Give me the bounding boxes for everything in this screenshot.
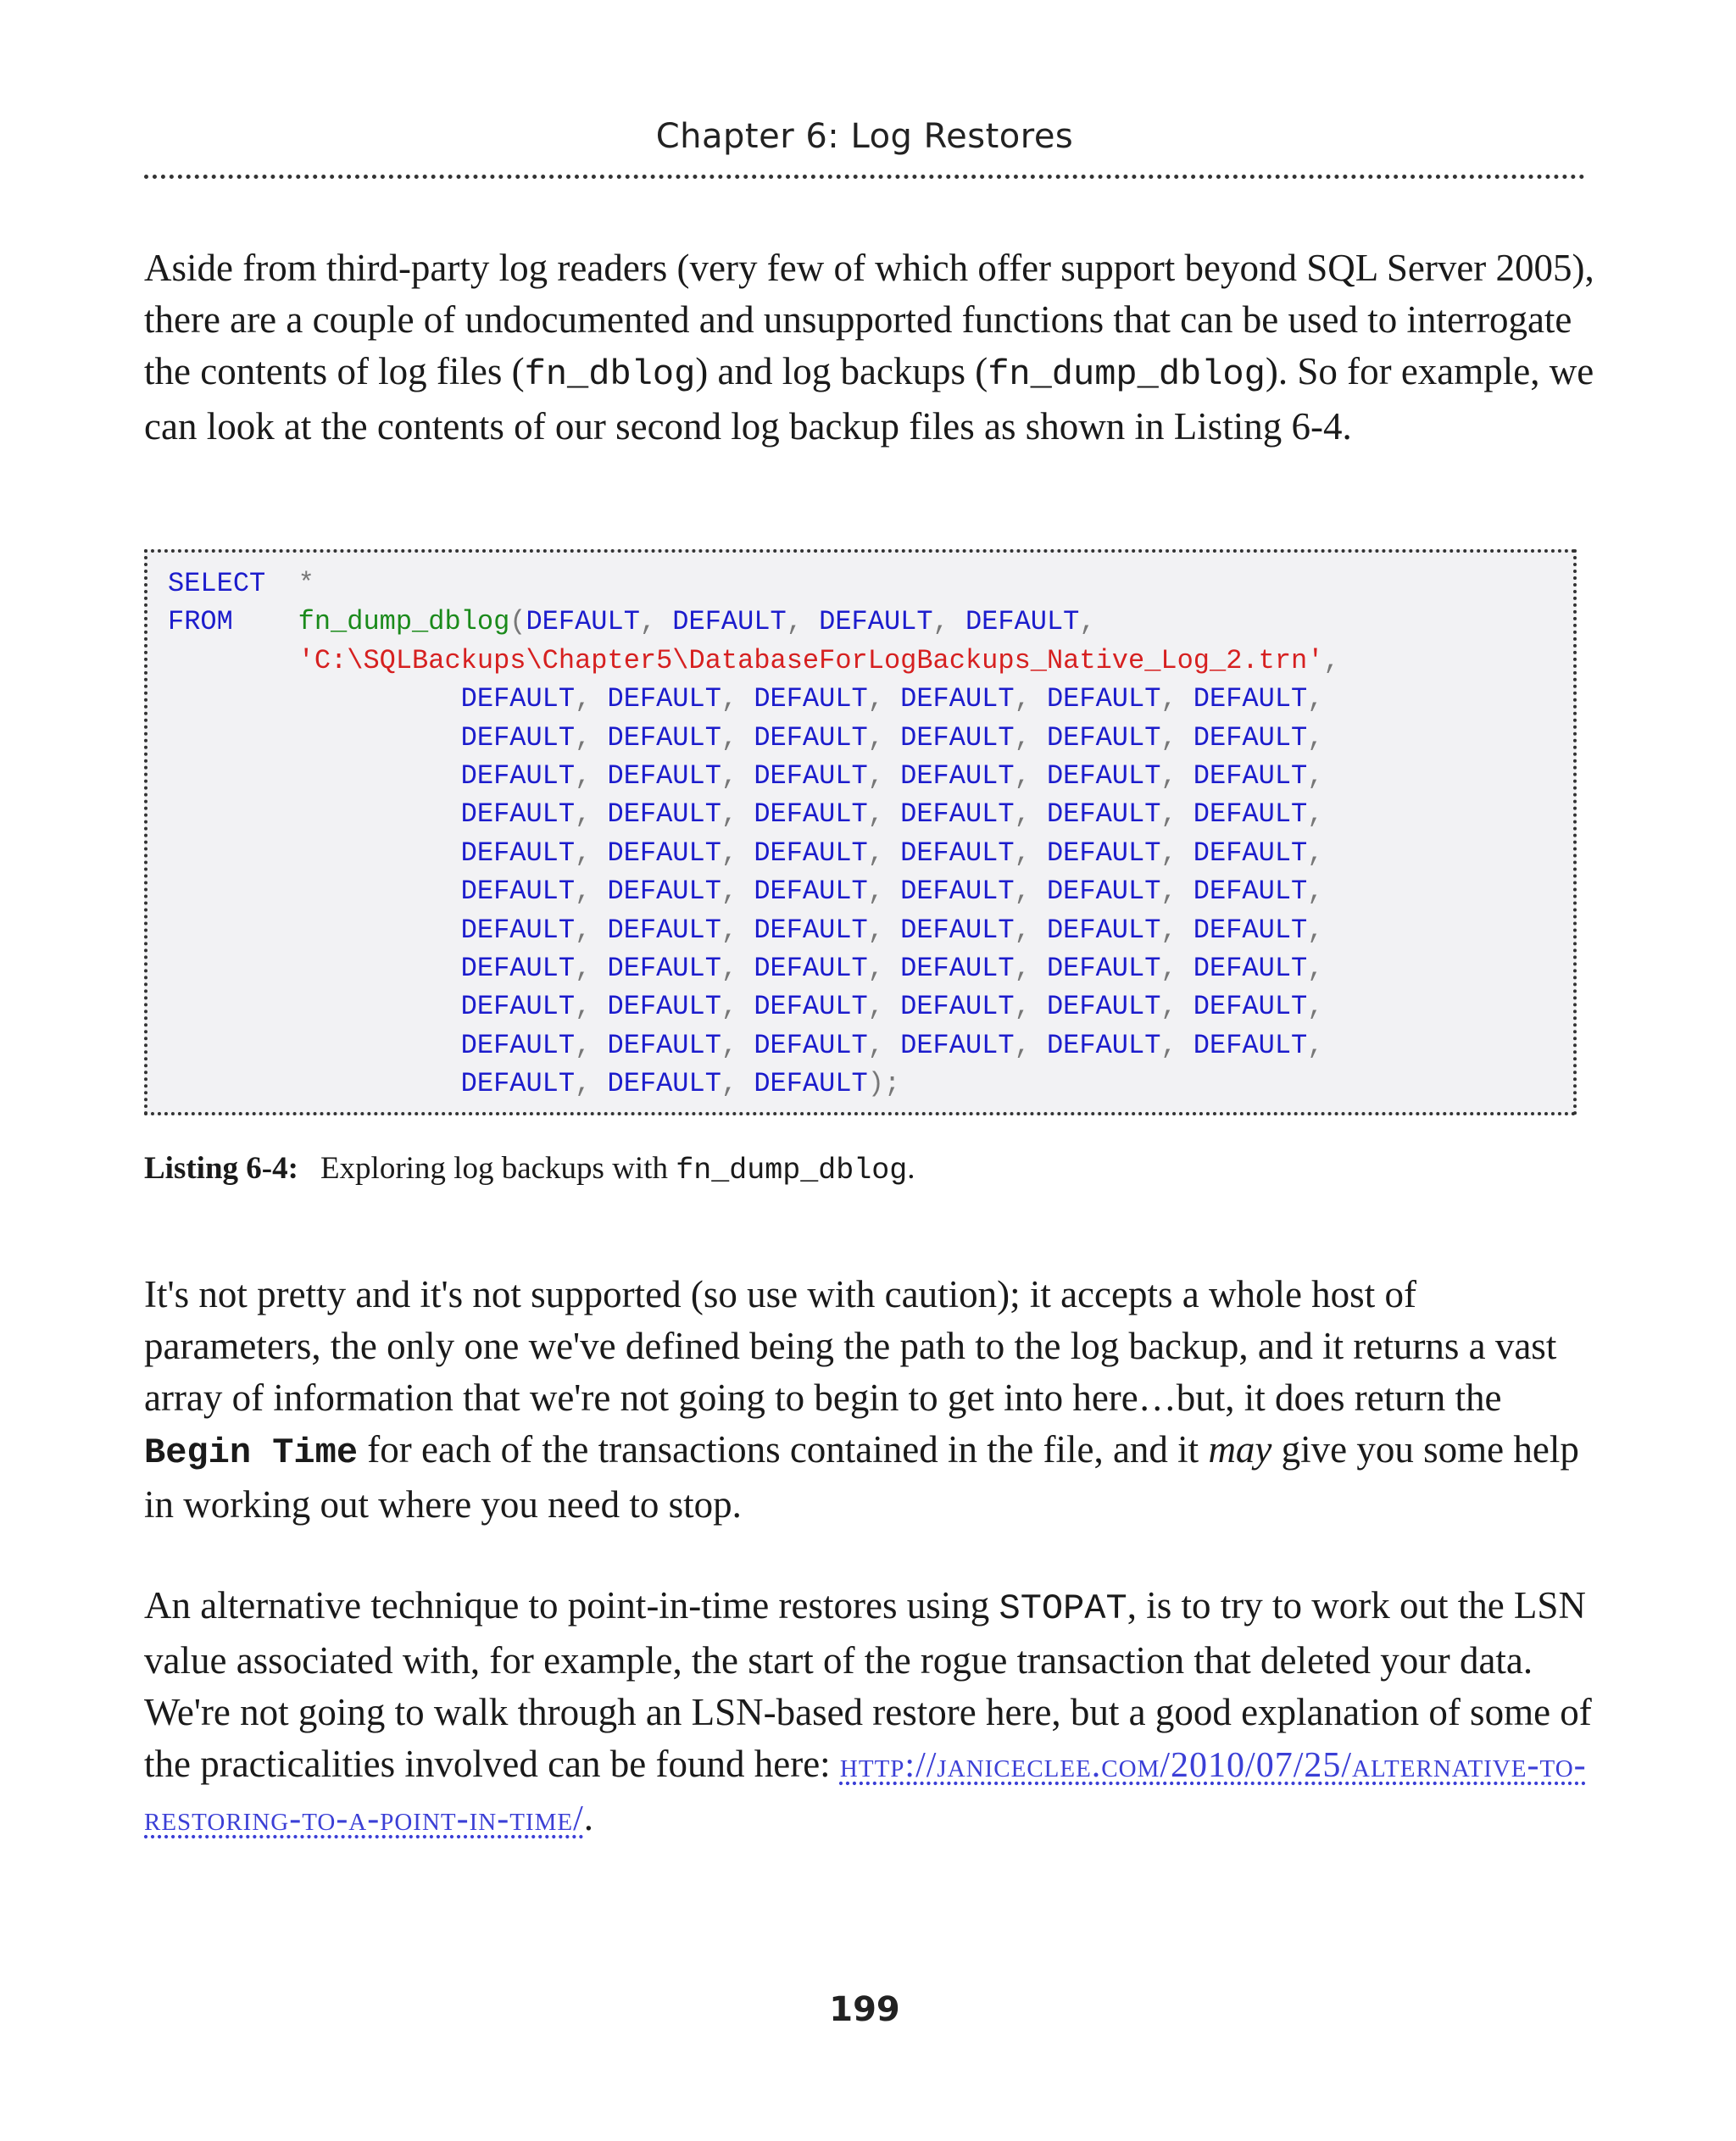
text: An alternative technique to point-in-time restores using: [144, 1584, 999, 1627]
page-number: 199: [829, 1990, 900, 2029]
book-page: [144, 0, 1594, 2141]
text: .: [583, 1796, 593, 1838]
code-block: SELECT * FROM fn_dump_dblog(DEFAULT, DEFAULT, DEFAULT, DEFAULT, 'C:\SQLBackups\Chapter5\DatabaseForLogBackups_Native_Log_2.trn', DEFAULT, DEFAULT, DEFAULT, DEFAULT, DEFAULT, DEFAULT, DEFAULT, DEFAULT, DEFAULT, DEFAULT, DEFAULT, DEFAULT, DEFAULT, DEFAULT, DEFAULT, DEFAULT, DEFAULT, DEFAULT, DEFAULT, DEFAULT, DEFAULT, DEFAULT, DEFAULT, DEFAULT, DEFAULT, DEFAULT, DEFAULT, DEFAULT, DEFAULT, DEFAULT, DEFAULT, DEFAULT, DEFAULT, DEFAULT, DEFAULT, DEFAULT, DEFAULT, DEFAULT, DEFAULT, DEFAULT, DEFAULT, DEFAULT, DEFAULT, DEFAULT, DEFAULT, DEFAULT, DEFAULT, DEFAULT, DEFAULT, DEFAULT, DEFAULT, DEFAULT, DEFAULT, DEFAULT, DEFAULT, DEFAULT, DEFAULT, DEFAULT, DEFAULT, DEFAULT, DEFAULT, DEFAULT, DEFAULT);: [168, 568, 1340, 1100]
inline-code-stopat: STOPAT: [999, 1588, 1127, 1629]
defaults-line-10: DEFAULT, DEFAULT, DEFAULT, DEFAULT, DEFAULT, DEFAULT,: [460, 1029, 1324, 1061]
text: It's not pretty and it's not supported (so use with caution); it accepts a whole host of parameters, the only one we've defined being the path to the log backup, and it returns a vast array of information that we're not going to begin to get into here…but, it does return the: [144, 1273, 1557, 1419]
keyword-from: FROM: [168, 606, 233, 638]
caption-end: .: [907, 1151, 915, 1186]
defaults-line-2: DEFAULT, DEFAULT, DEFAULT, DEFAULT, DEFAULT, DEFAULT,: [460, 721, 1324, 754]
defaults-line-1: DEFAULT, DEFAULT, DEFAULT, DEFAULT, DEFAULT, DEFAULT,: [460, 683, 1324, 715]
code-listing: [144, 549, 1577, 1115]
caption-label: Listing 6-4:: [144, 1151, 298, 1186]
defaults-line-9: DEFAULT, DEFAULT, DEFAULT, DEFAULT, DEFAULT, DEFAULT,: [460, 991, 1324, 1023]
text: ). So for example, we can look at the contents of our second log backup files as shown in Listing 6-4.: [144, 350, 1594, 448]
inline-code-fn-dump-dblog: fn_dump_dblog: [988, 354, 1266, 395]
listing-caption: [144, 1148, 915, 1192]
caption-code: fn_dump_dblog: [676, 1154, 908, 1187]
defaults-line-7: DEFAULT, DEFAULT, DEFAULT, DEFAULT, DEFAULT, DEFAULT,: [460, 914, 1324, 946]
paragraph-alternative: [144, 1580, 1602, 1845]
defaults-line-5: DEFAULT, DEFAULT, DEFAULT, DEFAULT, DEFAULT, DEFAULT,: [460, 837, 1324, 869]
text: Aside from third-party log readers (very few of which offer support beyond SQL Server 2005), there are a couple of undocumented and unsupported functions that can be used to interrogate the contents of log files (: [144, 247, 1594, 392]
defaults-line-4: DEFAULT, DEFAULT, DEFAULT, DEFAULT, DEFAULT, DEFAULT,: [460, 798, 1324, 831]
star: *: [298, 568, 314, 599]
function-name: fn_dump_dblog: [298, 606, 510, 638]
text: , is to try to work out the LSN value associated with, for example, the start of the rogue transaction that deleted your data. We're not going to walk through an LSN-based restore here, but a good explanation of some of the practicalities involved can be found here:: [144, 1584, 1592, 1785]
reference-link[interactable]: http://janiceclee.com/2010/07/25/alternative-to-restoring-to-a-point-in-time/: [144, 1746, 1587, 1838]
text: ) and log backups (: [695, 350, 988, 392]
defaults-line-3: DEFAULT, DEFAULT, DEFAULT, DEFAULT, DEFAULT, DEFAULT,: [460, 760, 1324, 792]
inline-code-fn-dblog: fn_dblog: [524, 354, 696, 395]
defaults-line-6: DEFAULT, DEFAULT, DEFAULT, DEFAULT, DEFAULT, DEFAULT,: [460, 876, 1324, 908]
running-head: Chapter 6: Log Restores: [655, 117, 1074, 156]
text: give you some help in working out where you need to stop.: [144, 1428, 1579, 1526]
paragraph-caution: [144, 1269, 1602, 1531]
keyword-select: SELECT: [168, 568, 266, 599]
emphasis-may: may: [1208, 1428, 1272, 1471]
caption-text: Exploring log backups with: [320, 1151, 676, 1186]
header-dotted-rule: [144, 175, 1585, 179]
defaults-line-8: DEFAULT, DEFAULT, DEFAULT, DEFAULT, DEFAULT, DEFAULT,: [460, 953, 1324, 985]
open-paren: (: [509, 606, 526, 638]
inline-code-begin-time: Begin Time: [144, 1432, 359, 1473]
path-string: 'C:\SQLBackups\Chapter5\DatabaseForLogBackups_Native_Log_2.trn': [298, 644, 1324, 676]
paragraph-intro: [144, 242, 1602, 453]
defaults-line-0: DEFAULT, DEFAULT, DEFAULT, DEFAULT,: [526, 606, 1096, 638]
defaults-line-11: DEFAULT, DEFAULT, DEFAULT);: [460, 1068, 901, 1100]
text: for each of the transactions contained in the file, and it: [358, 1428, 1209, 1471]
